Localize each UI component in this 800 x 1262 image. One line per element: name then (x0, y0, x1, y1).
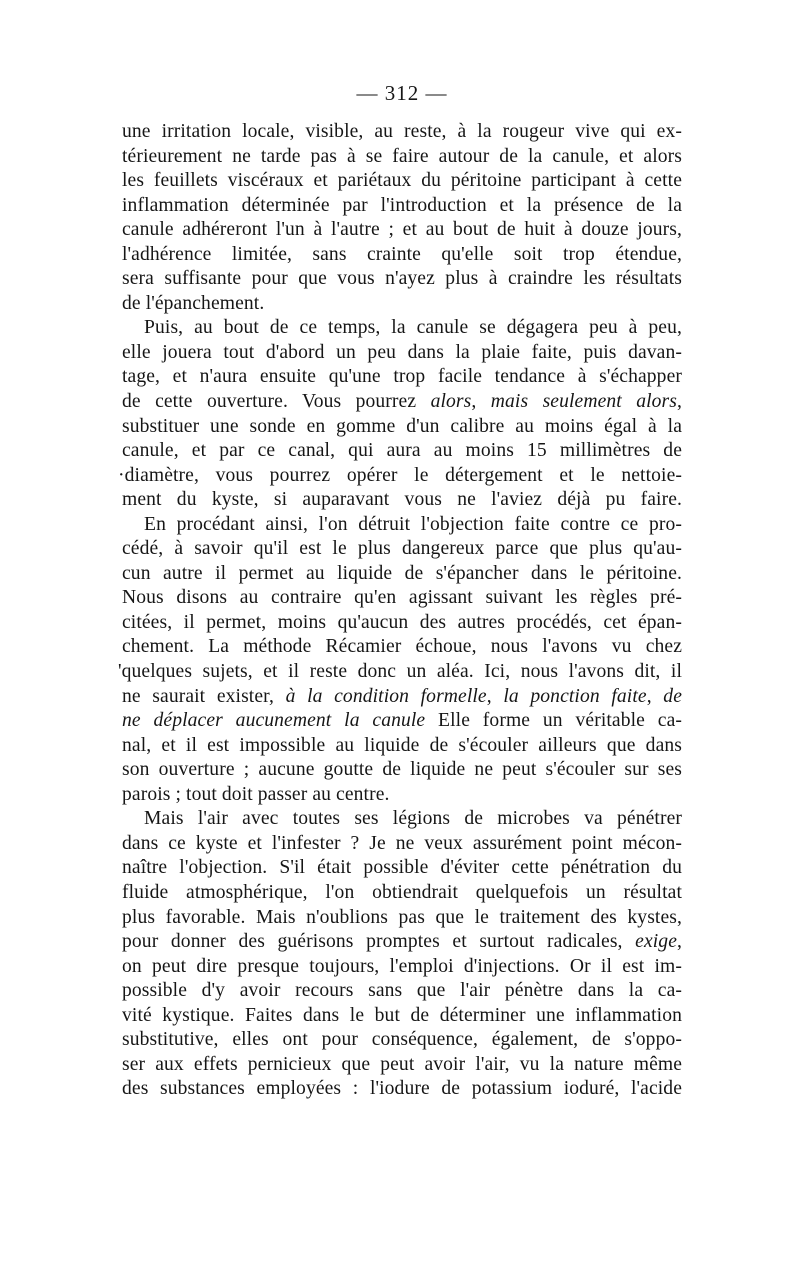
text-line: on peut dire presque toujours, l'emploi d'injections. Or il est im- (122, 955, 682, 977)
text-line: de l'épanchement. (122, 292, 265, 314)
text-line: ser aux effets pernicieux que peut avoir l'air, vu la nature même (122, 1053, 682, 1075)
text-line: Mais l'air avec toutes ses légions de microbes va pénétrer (144, 808, 682, 830)
text-line: plus favorable. Mais n'oublions pas que le traitement des kystes, (122, 906, 682, 928)
text-line: substitutive, elles ont pour conséquence, également, de s'oppo- (122, 1029, 682, 1051)
text-line: ·diamètre, vous pourrez opérer le détergement et le nettoie- (118, 464, 682, 486)
text-line: de cette ouverture. Vous pourrez alors, mais seulement alors, (122, 391, 683, 413)
text-line: les feuillets viscéraux et pariétaux du péritoine participant à cette (122, 170, 682, 192)
text-line: ment du kyste, si auparavant vous ne l'aviez déjà pu faire. (122, 489, 682, 511)
text-line: l'adhérence limitée, sans crainte qu'elle soit trop étendue, (122, 243, 682, 265)
text-line: son ouverture ; aucune goutte de liquide ne peut s'écouler sur ses (122, 759, 682, 781)
text-line: vité kystique. Faites dans le but de déterminer une inflammation (122, 1004, 682, 1026)
text-line: chement. La méthode Récamier échoue, nous l'avons vu chez (122, 636, 682, 658)
text-line: Nous disons au contraire qu'en agissant suivant les règles pré- (122, 587, 682, 609)
text-line: En procédant ainsi, l'on détruit l'objection faite contre ce pro- (144, 513, 682, 535)
text-line: canule adhéreront l'un à l'autre ; et au bout de huit à douze jours, (122, 219, 682, 241)
text-line: cun autre il permet au liquide de s'épancher dans le péritoine. (122, 562, 682, 584)
text-line: sera suffisante pour que vous n'ayez plus à craindre les résultats (122, 268, 682, 290)
text-line: pour donner des guérisons promptes et surtout radicales, exige, (122, 931, 682, 953)
text-line: Puis, au bout de ce temps, la canule se dégagera peu à peu, (144, 317, 682, 339)
page-number: — 312 — (356, 81, 448, 105)
text-line: une irritation locale, visible, au reste, à la rougeur vive qui ex- (122, 121, 682, 142)
text-line: parois ; tout doit passer au centre. (122, 783, 390, 805)
text-line: possible d'y avoir recours sans que l'air pénètre dans la ca- (122, 980, 682, 1002)
text-line: nal, et il est impossible au liquide de s'écouler ailleurs que dans (122, 734, 682, 756)
text-line: 'quelques sujets, et il reste donc un aléa. Ici, nous l'avons dit, il (118, 661, 682, 683)
text-line: tage, et n'aura ensuite qu'une trop facile tendance à s'échapper (122, 366, 682, 388)
text-line: ne saurait exister, à la condition formelle, la ponction faite, de (122, 685, 682, 707)
text-line: substituer une sonde en gomme d'un calibre au moins égal à la (122, 415, 682, 437)
text-line: inflammation déterminée par l'introduction et la présence de la (122, 194, 682, 216)
text-line: fluide atmosphérique, l'on obtiendrait quelquefois un résultat (122, 881, 682, 903)
text-line: canule, et par ce canal, qui aura au moins 15 millimètres de (122, 440, 682, 462)
text-line: cédé, à savoir qu'il est le plus dangereux parce que plus qu'au- (122, 538, 682, 560)
body-text (118, 120, 683, 1102)
text-line: dans ce kyste et l'infester ? Je ne veux assurément point mécon- (122, 832, 682, 854)
book-page (118, 80, 683, 1102)
text-line: ne déplacer aucunement la canule Elle forme un véritable ca- (122, 710, 682, 732)
text-line: naître l'objection. S'il était possible d'éviter cette pénétration du (122, 857, 682, 879)
text-line: térieurement ne tarde pas à se faire autour de la canule, et alors (122, 145, 682, 167)
text-line: elle jouera tout d'abord un peu dans la plaie faite, puis davan- (122, 341, 682, 363)
text-line: citées, il permet, moins qu'aucun des autres procédés, cet épan- (122, 611, 682, 633)
text-line: des substances employées : l'iodure de potassium ioduré, l'acide (122, 1078, 682, 1100)
